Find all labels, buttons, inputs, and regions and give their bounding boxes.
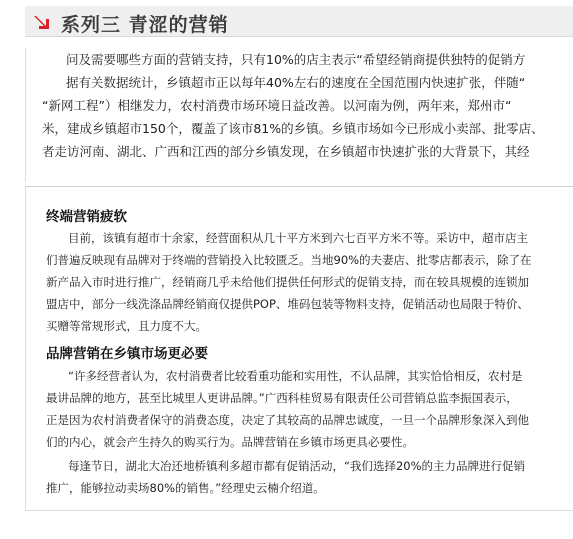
section-title: 系列三 青涩的营销	[61, 14, 229, 36]
intro-line: 者走访河南、湖北、广西和江西的部分乡镇发现，在乡镇超市快速扩张的大背景下，其经	[42, 144, 530, 159]
section-heading-terminal-marketing: 终端营销疲软	[46, 209, 127, 225]
paragraph-line: 盟店中，部分一线洗涤品牌经销商仅提供POP、堆码包装等物料支持，促销活动也局限于特价、	[46, 297, 529, 311]
section-header	[25, 6, 573, 37]
paragraph-line: 正是因为农村消费者保守的消费态度，决定了其较高的品牌忠诚度，一旦一个品牌形象深入到他	[46, 413, 529, 427]
intro-line: 问及需要哪些方面的营销支持，只有10%的店主表示“希望经销商提供独特的促销方	[66, 52, 526, 67]
paragraph-line: 推广，能够拉动卖场80%的销售。”经理史云楠介绍道。	[46, 481, 325, 495]
paragraph-line: 们普遍反映现有品牌对于终端的营销投入比较匮乏。当地90%的夫妻店、批零店都表示，除了在	[46, 253, 532, 267]
paragraph-line: 新产品入市时进行推广，经销商几乎未给他们提供任何形式的促销支持，而在较具规模的连锁加	[46, 275, 529, 289]
section-heading-brand-marketing: 品牌营销在乡镇市场更必要	[46, 346, 208, 362]
intro-line: 米，建成乡镇超市150个，覆盖了该市81%的乡镇。乡镇市场如今已形成小卖部、批零店、	[42, 121, 544, 136]
red-arrow-icon	[33, 12, 53, 32]
paragraph-line: 们的内心，就会产生持久的购买行为。品牌营销在乡镇市场更具必要性。	[46, 435, 414, 449]
intro-line: “新网工程”）相继发力，农村消费市场环境日益改善。以河南为例，两年来，郑州市“	[42, 98, 512, 113]
article-body	[25, 187, 573, 511]
paragraph-line: 目前，该镇有超市十余家，经营面积从几十平方米到六七百平方米不等。采访中，超市店主	[68, 231, 528, 245]
paragraph-line: 买赠等常规形式，且力度不大。	[46, 319, 207, 333]
paragraph-line: 最讲品牌的地方，甚至比城里人更讲品牌。”广西科桂贸易有限责任公司营销总监李振国表示，	[46, 391, 518, 405]
paragraph-line: “许多经营者认为，农村消费者比较看重功能和实用性，不认品牌，其实恰恰相反，农村是	[68, 369, 523, 383]
paragraph-line: 每逢节日，湖北大冶还地桥镇利多超市都有促销活动，“我们选择20%的主力品牌进行促销	[68, 459, 526, 473]
intro-text-block	[25, 48, 573, 182]
intro-line: 据有关数据统计，乡镇超市正以每年40%左右的速度在全国范围内快速扩张，伴随“	[66, 75, 526, 90]
